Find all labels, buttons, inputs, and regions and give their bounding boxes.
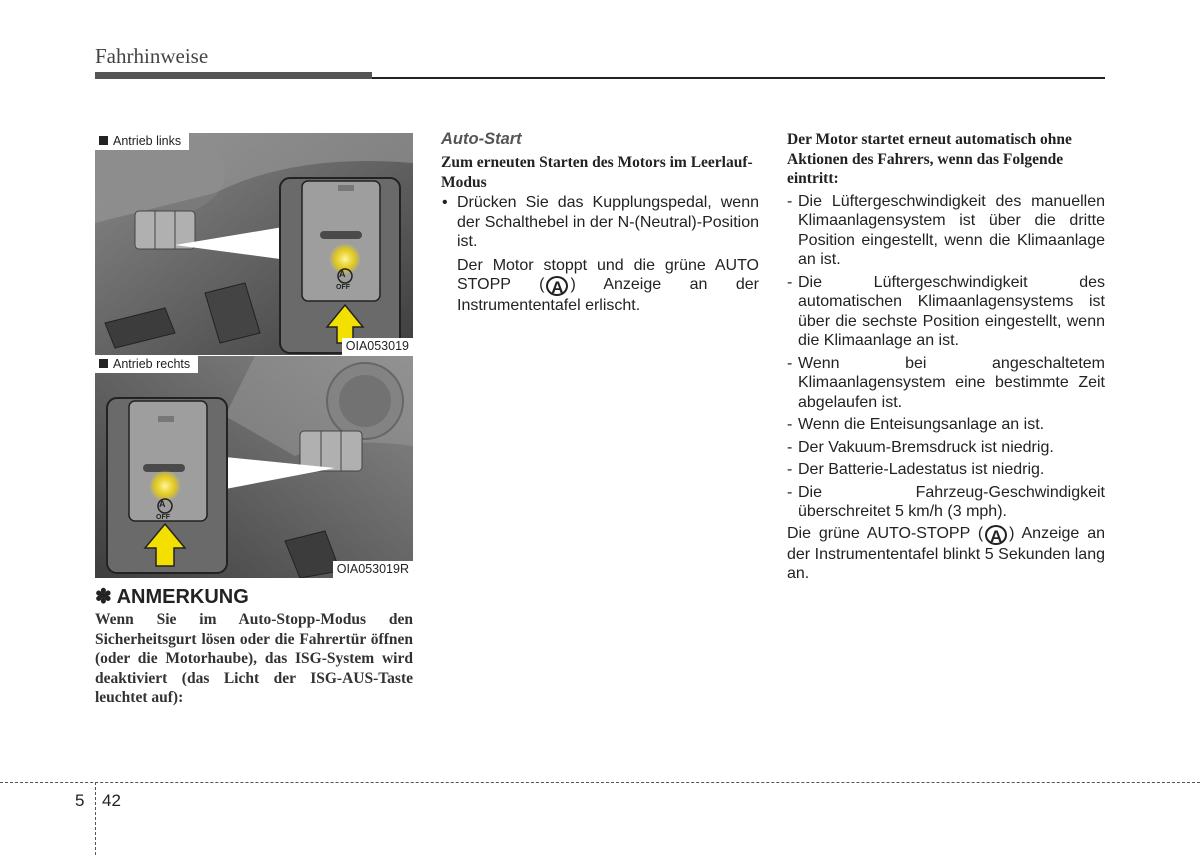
- bullet-item: • Drücken Sie das Kupplungspedal, wenn der Schalthebel in der N-(Neutral)-Position ist.: [442, 194, 759, 250]
- bullet-marker: •: [442, 194, 448, 211]
- section-subtitle: Zum erneuten Starten des Motors im Leerlauf-Modus: [441, 154, 753, 191]
- header-rule: [372, 77, 1105, 79]
- figure-code: OIA053019R: [333, 561, 413, 578]
- column-auto-start: [441, 130, 759, 316]
- note-heading: ✽ ANMERKUNG: [95, 586, 249, 608]
- note-body: Wenn Sie im Auto-Stopp-Modus den Sicherheitsgurt lösen oder die Fahrertür öffnen (oder die Motorhaube), das ISG-System wird deaktiviert (das Licht der ISG-AUS-Taste leuchtet auf):: [95, 611, 413, 706]
- figure-tag: Antrieb links: [95, 133, 189, 150]
- list-item: - Die Lüftergeschwindigkeit des manuellen Klimaanlagensystem ist über die dritte Position eingestellt, wenn die Klimaanlage an ist.: [787, 192, 1105, 268]
- chapter-number: 5: [75, 791, 85, 810]
- list-item: - Die Fahrzeug-Geschwindigkeit überschreitet 5 km/h (3 mph).: [787, 483, 1105, 520]
- header-rule-thick: [95, 72, 372, 79]
- square-bullet-icon: [99, 359, 108, 368]
- column-restart-conditions: [787, 130, 1105, 584]
- dashboard-illustration-right: [95, 356, 413, 578]
- switch-a-letter: A: [159, 499, 166, 509]
- figure-left-drive: [95, 133, 413, 355]
- switch-a-letter: A: [339, 269, 346, 279]
- footer-divider: [0, 782, 1200, 783]
- dashboard-illustration-left: [95, 133, 413, 355]
- list-item: - Die Lüftergeschwindigkeit des automatischen Klimaanlagensystems ist über die sechste Position eingestellt, wenn die Klimaanlage an ist.: [787, 273, 1105, 349]
- auto-stop-indicator-icon: A: [546, 276, 568, 296]
- page-header-title: Fahrhinweise: [95, 44, 209, 68]
- switch-off-label: OFF: [336, 284, 350, 291]
- list-item: - Der Batterie-Ladestatus ist niedrig.: [787, 461, 1045, 478]
- section-title: Auto-Start: [441, 130, 522, 148]
- square-bullet-icon: [99, 136, 108, 145]
- conditions-outro: Die grüne AUTO-STOPP ( A ) Anzeige an der Instrumententafel blinkt 5 Sekunden lang an.: [787, 524, 1105, 582]
- auto-stop-indicator-icon: A: [985, 525, 1007, 545]
- page-number: 42: [102, 791, 121, 810]
- figure-right-drive: [95, 356, 413, 578]
- figure-tag: Antrieb rechts: [95, 356, 198, 373]
- footer-vertical-divider: [95, 782, 96, 855]
- list-item: - Wenn bei angeschaltetem Klimaanlagensystem eine bestimmte Zeit abgelaufen ist.: [787, 354, 1105, 411]
- list-item: - Der Vakuum-Bremsdruck ist niedrig.: [787, 438, 1054, 456]
- figure-code: OIA053019: [342, 338, 413, 355]
- indicator-paragraph: Der Motor stoppt und die grüne AUTO STOPP ( A ) Anzeige an der Instrumententafel erlischt.: [457, 256, 759, 314]
- conditions-intro: Der Motor startet erneut automatisch ohne Aktionen des Fahrers, wenn das Folgende eintritt:: [787, 131, 1072, 187]
- list-item: - Wenn die Enteisungsanlage an ist.: [787, 416, 1045, 433]
- switch-off-label: OFF: [156, 514, 170, 521]
